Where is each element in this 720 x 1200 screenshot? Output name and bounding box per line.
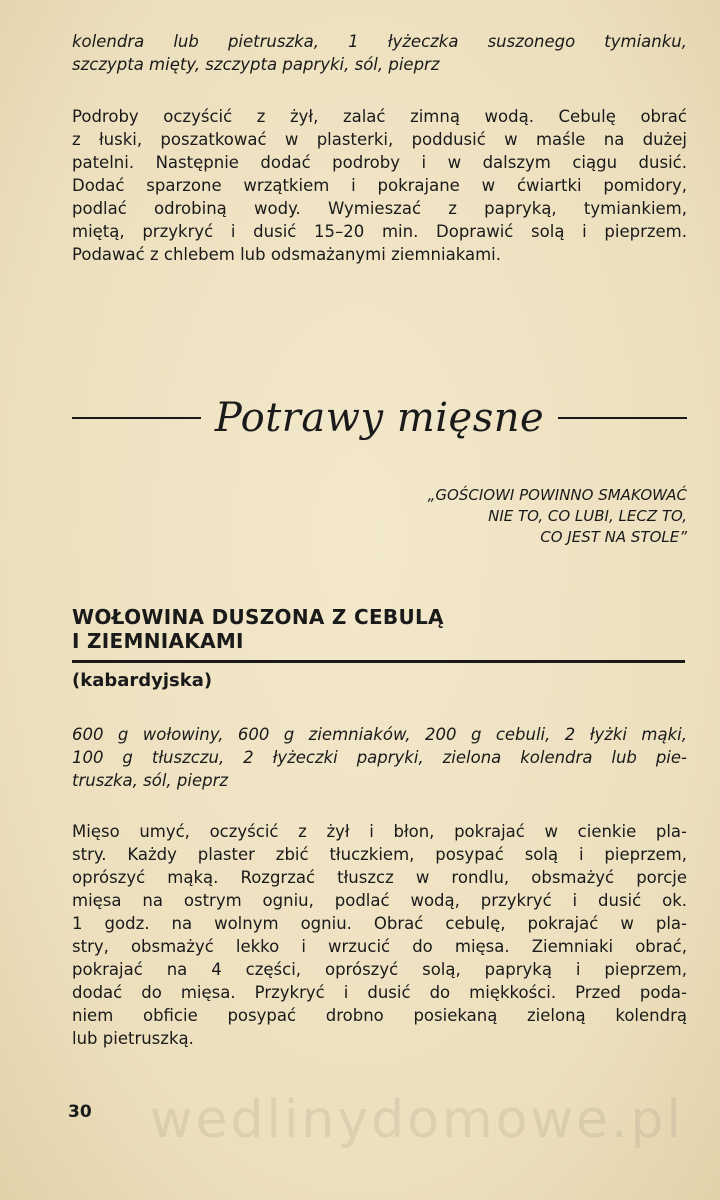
recipe-title: [72, 605, 687, 653]
recipe-title-line: WOŁOWINA DUSZONA Z CEBULĄ: [72, 605, 444, 629]
watermark: wedlinydomowe.pl: [150, 1090, 684, 1150]
ingredient-line: truszka, sól, pieprz: [72, 771, 229, 790]
ingredient-line: kolendra lub pietruszka, 1 łyżeczka suszonego tymianku,: [72, 32, 687, 51]
instruction-line: podlać odrobiną wody. Wymieszać z papryką, tymiankiem,: [72, 199, 687, 218]
instruction-line: 1 godz. na wolnym ogniu. Obrać cebulę, pokrajać w pla-: [72, 914, 687, 933]
previous-ingredients: [72, 30, 687, 76]
quote-line: NIE TO, CO LUBI, LECZ TO,: [488, 507, 687, 525]
section-rule-left: [72, 417, 201, 419]
instruction-line: niem obficie posypać drobno posiekaną zieloną kolendrą: [72, 1006, 687, 1025]
instruction-line: Podroby oczyścić z żył, zalać zimną wodą. Cebulę obrać: [72, 107, 687, 126]
ingredient-line: 600 g wołowiny, 600 g ziemniaków, 200 g cebuli, 2 łyżki mąki,: [72, 725, 687, 744]
section-rule-right: [558, 417, 687, 419]
instruction-line: dodać do mięsa. Przykryć i dusić do miękkości. Przed poda-: [72, 983, 687, 1002]
recipe-ingredients: [72, 723, 687, 792]
instruction-line: mięsa na ostrym ogniu, podlać wodą, przykryć i dusić ok.: [72, 891, 687, 910]
ingredient-line: 100 g tłuszczu, 2 łyżeczki papryki, zielona kolendra lub pie-: [72, 748, 687, 767]
instruction-line: pokrajać na 4 części, oprószyć solą, papryką i pieprzem,: [72, 960, 687, 979]
recipe-subtitle: (kabardyjska): [72, 670, 213, 691]
instruction-line: Podawać z chlebem lub odsmażanymi ziemniakami.: [72, 245, 501, 264]
instruction-line: Mięso umyć, oczyścić z żył i błon, pokrajać w cienkie pla-: [72, 822, 687, 841]
recipe-title-line: I ZIEMNIAKAMI: [72, 629, 244, 653]
section-header: [72, 388, 687, 448]
instruction-line: stry, obsmażyć lekko i wrzucić do mięsa. Ziemniaki obrać,: [72, 937, 687, 956]
section-title: Potrawy mięsne: [214, 395, 545, 441]
instruction-line: z łuski, poszatkować w plasterki, poddusić w maśle na dużej: [72, 130, 687, 149]
recipe-instructions: [72, 820, 687, 1050]
section-quote: [267, 485, 687, 548]
instruction-line: Dodać sparzone wrzątkiem i pokrajane w ćwiartki pomidory,: [72, 176, 687, 195]
instruction-line: stry. Każdy plaster zbić tłuczkiem, posypać solą i pieprzem,: [72, 845, 687, 864]
ingredient-line: szczypta mięty, szczypta papryki, sól, pieprz: [72, 55, 440, 74]
instruction-line: patelni. Następnie dodać podroby i w dalszym ciągu dusić.: [72, 153, 687, 172]
instruction-line: miętą, przykryć i dusić 15–20 min. Doprawić solą i pieprzem.: [72, 222, 687, 241]
quote-line: „GOŚCIOWI POWINNO SMAKOWAĆ: [427, 486, 687, 504]
previous-instructions: [72, 105, 687, 266]
quote-line: CO JEST NA STOLE”: [540, 528, 687, 546]
instruction-line: oprószyć mąką. Rozgrzać tłuszcz w rondlu, obsmażyć porcje: [72, 868, 687, 887]
recipe-title-rule: [72, 660, 685, 663]
page-number: 30: [68, 1102, 92, 1122]
instruction-line: lub pietruszką.: [72, 1029, 194, 1048]
